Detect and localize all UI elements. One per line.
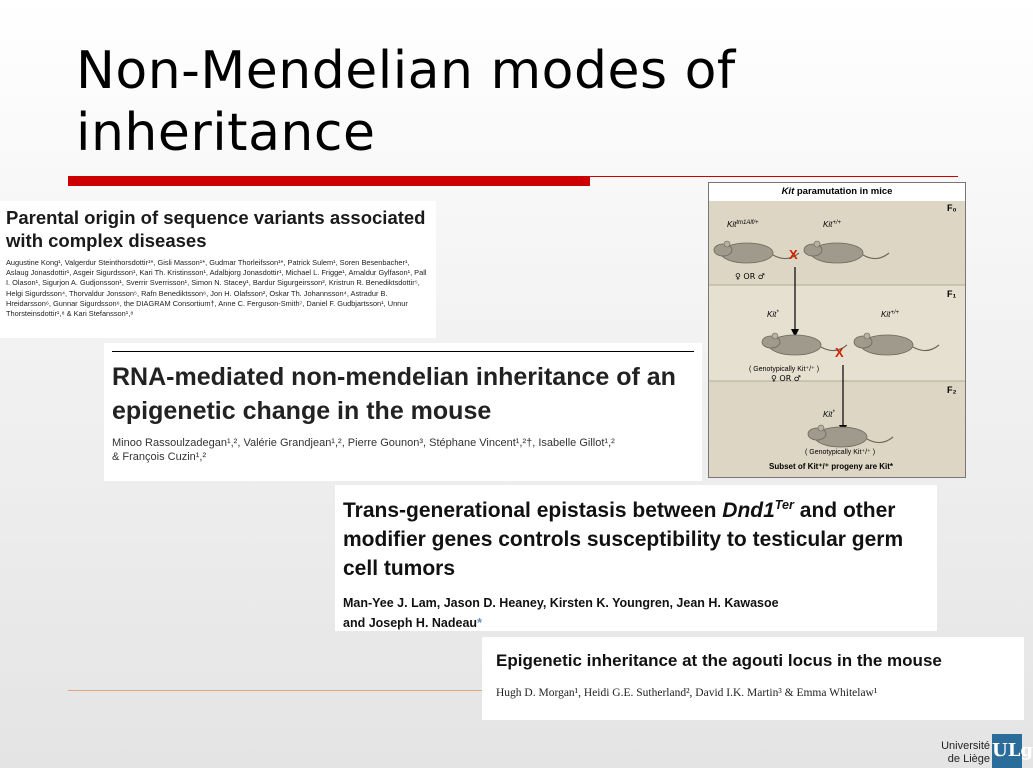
figure-diagram: [709, 201, 965, 477]
figure-title: Kit paramutation in mice: [709, 183, 965, 202]
f1-band: [709, 285, 965, 381]
title-underline-thick: [68, 176, 590, 186]
paper-title: [343, 491, 929, 583]
gen-label-f2: F₂: [947, 385, 957, 395]
ulg-logo-icon: ULg: [992, 734, 1022, 768]
title-underline-thin: [590, 176, 958, 177]
gene-name: Dnd1: [722, 499, 775, 522]
paper-card-rassoulzadegan: [104, 343, 702, 481]
f1-sex: ♀ OR ♂: [771, 374, 801, 383]
corresponding-star: *: [477, 616, 482, 630]
kit-paramutation-figure: [708, 182, 966, 478]
f0-left-label: Kit$^{tm1Alf/+}$: [727, 220, 759, 229]
paper-authors: Hugh D. Morgan¹, Heidi G.E. Sutherland², David I.K. Martin³ & Emma Whitelaw¹: [496, 687, 878, 699]
card-top-rule: [112, 351, 694, 352]
cross-f1: X: [835, 345, 844, 360]
gen-label-f1: F₁: [947, 289, 957, 299]
authors-line: Minoo Rassoulzadegan¹,², Valérie Grandjean¹,², Pierre Gounon³, Stéphane Vincent¹,²†, Isabelle Gillot¹,²: [112, 437, 615, 449]
gen-label-f0: F₀: [947, 203, 957, 213]
paper-card-kong: [0, 201, 436, 338]
authors-line: & François Cuzin¹,²: [112, 451, 207, 463]
logo-line-1: Université: [941, 740, 990, 752]
gene-superscript: Ter: [774, 498, 794, 512]
f0-right-label: Kit+/+: [823, 220, 842, 229]
cross-f0: X: [789, 247, 798, 262]
authors-line: and Joseph H. Nadeau*: [343, 616, 482, 630]
paper-card-morgan: [482, 637, 1024, 720]
figure-caption: Subset of Kit⁺/⁺ progeny are Kit*: [769, 462, 894, 471]
authors-line: Man-Yee J. Lam, Jason D. Heaney, Kirsten K. Youngren, Jean H. Kawasoe: [343, 596, 779, 610]
title-text: Trans-generational epistasis between: [343, 499, 723, 522]
f1-left-label: Kit*: [767, 310, 779, 319]
paper-title: Parental origin of sequence variants associated with complex diseases: [6, 207, 426, 251]
paper-authors: [343, 593, 929, 633]
university-logo: [940, 732, 1033, 768]
footer-rule: [68, 690, 488, 691]
f2-genotype: ( Genotypically Kit⁺/⁺ ): [805, 449, 876, 456]
f0-sex: ♀ OR ♂: [735, 272, 765, 281]
f1-right-label: Kit+/+: [881, 310, 900, 319]
logo-line-2: de Liège: [947, 753, 990, 765]
f1-genotype: ( Genotypically Kit⁺/⁺ ): [749, 366, 820, 373]
f2-label: Kit*: [823, 410, 835, 419]
paper-title: RNA-mediated non-mendelian inheritance of an epigenetic change in the mouse: [112, 363, 676, 425]
paper-authors: [112, 436, 694, 464]
paper-authors: Augustine Kong¹, Valgerdur Steinthorsdottir¹*, Gisli Masson¹*, Gudmar Thorleifsson¹*, Patrick Sulem¹, Soren Besenbacher¹, Aslaug Jonasdottir¹, Asgeir Sigurdsson¹, Kari Th. Kristinsson¹, Adalbjorg Jonasdottir¹, Michael L. Frigge¹, Arnaldur Gylfason¹, Pall I. Olason¹, Sigurjon A. Gudjonsson¹, Sverrir Sverrisson¹, Simon N. Stacey¹, Bardur Sigurgeirsson², Kristrun R. Benediktsdottir⁵, Helgi Sigurdsson⁴, Thorvaldur Jonsson⁵, Rafn Benediktsson⁶, Jon H. Olafsson², Oskar Th. Johannsson⁴, Astradur B. Hreidarsson⁶, Gunnar Sigurdsson⁶, the DIAGRAM Consortium†, Anne C. Ferguson-Smith⁷, Daniel F. Gudbjartsson¹, Unnur Thorsteinsdottir¹,⁸ & Kari Stefansson¹,⁸: [6, 258, 427, 319]
slide-title: Non-Mendelian modes of inheritance: [76, 41, 736, 163]
paper-card-lam: [335, 485, 937, 631]
title-text: and other modifier genes controls susceptibility to testicular germ cell tumors: [343, 499, 904, 580]
paper-title: Epigenetic inheritance at the agouti locus in the mouse: [496, 651, 942, 670]
